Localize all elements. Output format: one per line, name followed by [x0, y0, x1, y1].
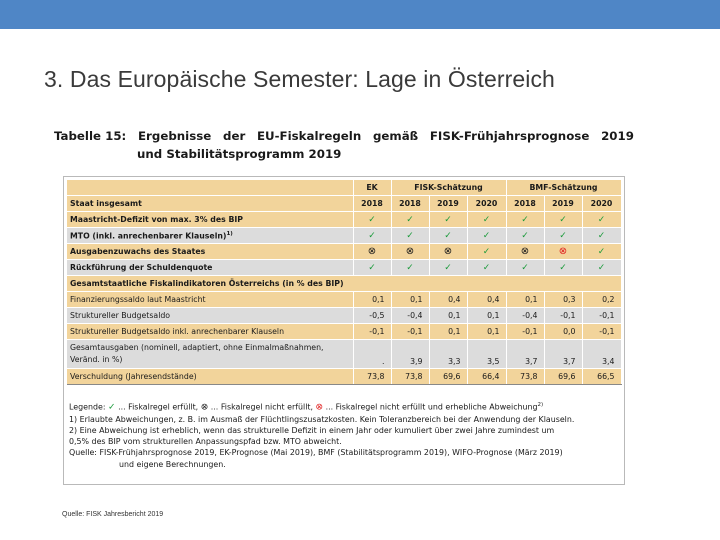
rule-mark — [506, 212, 544, 228]
indicator-value: 3,3 — [429, 340, 467, 369]
indicator-value: 66,4 — [467, 369, 506, 385]
rule-mark — [582, 260, 621, 276]
rule-mark — [467, 244, 506, 260]
check-icon: ✓ — [521, 262, 529, 273]
indicator-value: -0,1 — [582, 324, 621, 340]
table-source: Quelle: FISK-Frühjahrsprognose 2019, EK-Prognose (Mai 2019), BMF (Stabilitätsprogramm 2019), WIFO-Prognose (März 2019) — [69, 448, 563, 458]
rule-mark — [391, 228, 429, 244]
check-icon: ✓ — [559, 214, 567, 225]
group-header-ek: EK — [353, 180, 391, 196]
year-header: 2020 — [582, 196, 621, 212]
rule-label: MTO (inkl. anrechenbarer Klauseln)$^{1)}$ — [67, 228, 353, 244]
rule-row — [67, 260, 621, 276]
rule-label: Rückführung der Schuldenquote — [67, 260, 353, 276]
heading-word: 2019 — [601, 129, 634, 143]
rule-mark — [467, 212, 506, 228]
rule-mark — [506, 228, 544, 244]
indicator-label: Gesamtausgaben (nominell, adaptiert, ohne Einmalmaßnahmen, Veränd. in %) — [67, 340, 353, 369]
indicator-value: 3,9 — [391, 340, 429, 369]
group-header-bmf: BMF-Schätzung — [506, 180, 621, 196]
footnote-2: 2) Eine Abweichung ist erheblich, wenn das strukturelle Defizit in einem Jahr oder kumuliert über zwei Jahre zumindest um — [69, 426, 555, 436]
heading-word: FISK-Frühjahrsprognose — [429, 129, 590, 143]
rule-mark — [506, 244, 544, 260]
heading-word: EU-Fiskalregeln — [257, 129, 362, 143]
rule-mark — [544, 260, 582, 276]
rule-mark — [353, 244, 391, 260]
rule-mark — [544, 228, 582, 244]
rule-mark — [429, 212, 467, 228]
x-circle-icon: ⊗ — [405, 246, 415, 257]
indicator-value: 0,1 — [353, 292, 391, 308]
check-icon: ✓ — [597, 230, 606, 241]
check-icon: ✓ — [482, 246, 491, 257]
indicator-value: 0,4 — [429, 292, 467, 308]
year-header: 2019 — [544, 196, 582, 212]
check-icon: ✓ — [444, 262, 452, 273]
check-icon: ✓ — [482, 230, 491, 241]
check-icon: ✓ — [482, 262, 491, 273]
x-circle-icon: ⊗ — [520, 246, 530, 257]
check-icon: ✓ — [406, 214, 414, 225]
staat-label: Staat insgesamt — [67, 196, 353, 212]
indicator-value: -0,1 — [391, 324, 429, 340]
indicator-value: 0,1 — [429, 308, 467, 324]
rule-row — [67, 212, 621, 228]
indicator-row — [67, 292, 621, 308]
check-icon: ✓ — [406, 230, 414, 241]
indicator-row — [67, 324, 621, 340]
rule-mark — [467, 228, 506, 244]
slide-title: 3. Das Europäische Semester: Lage in Österreich — [44, 66, 555, 92]
check-icon: ✓ — [368, 214, 376, 225]
indicator-value: 0,1 — [391, 292, 429, 308]
check-icon: ✓ — [368, 230, 376, 241]
year-header: 2019 — [429, 196, 467, 212]
indicator-row — [67, 340, 621, 369]
check-icon: ✓ — [444, 214, 452, 225]
rule-mark — [429, 228, 467, 244]
indicator-value: -0,1 — [544, 308, 582, 324]
check-icon: ✓ — [559, 230, 567, 241]
fiscal-rules-table — [67, 180, 622, 385]
rule-label: Ausgabenzuwachs des Staates — [67, 244, 353, 260]
heading-word: der — [223, 129, 246, 143]
check-icon: ✓ — [444, 230, 452, 241]
table-heading — [54, 127, 634, 163]
section-heading: Gesamtstaatliche Fiskalindikatoren Österreichs (in % des BIP) — [67, 276, 621, 292]
footnote-ref: 1) — [226, 230, 233, 237]
x-circle-red-icon: ⊗ — [315, 402, 324, 413]
indicator-value: -0,4 — [506, 308, 544, 324]
rule-mark — [353, 212, 391, 228]
indicator-value: 69,6 — [544, 369, 582, 385]
rule-mark — [582, 228, 621, 244]
table-notes — [69, 400, 619, 470]
x-circle-icon: ⊗ — [367, 246, 377, 257]
indicator-value: -0,1 — [582, 308, 621, 324]
check-icon: ✓ — [482, 214, 491, 225]
indicator-label: Struktureller Budgetsaldo inkl. anrechenbarer Klauseln — [67, 324, 353, 340]
table-source-cont: und eigene Berechnungen. — [119, 459, 226, 469]
indicator-value: 0,4 — [467, 292, 506, 308]
check-icon: ✓ — [521, 230, 529, 241]
indicator-value: 69,6 — [429, 369, 467, 385]
indicator-value: 73,8 — [353, 369, 391, 385]
indicator-label: Struktureller Budgetsaldo — [67, 308, 353, 324]
indicator-value: 73,8 — [391, 369, 429, 385]
check-icon: ✓ — [597, 214, 606, 225]
x-circle-icon: ⊗ — [200, 402, 209, 413]
slide-source: Quelle: FISK Jahresbericht 2019 — [62, 511, 164, 518]
indicator-row — [67, 308, 621, 324]
x-circle-icon: ⊗ — [443, 246, 453, 257]
indicator-value: -0,1 — [353, 324, 391, 340]
rule-mark — [544, 212, 582, 228]
rule-row — [67, 228, 621, 244]
indicator-value: 3,7 — [506, 340, 544, 369]
indicator-label: Verschuldung (Jahresendstände) — [67, 369, 353, 385]
rule-label: Maastricht-Defizit von max. 3% des BIP — [67, 212, 353, 228]
check-icon: ✓ — [597, 246, 606, 257]
rule-row — [67, 244, 621, 260]
rule-mark — [506, 260, 544, 276]
rule-mark — [544, 244, 582, 260]
rule-mark — [582, 212, 621, 228]
indicator-value: 66,5 — [582, 369, 621, 385]
indicator-value: -0,4 — [391, 308, 429, 324]
rule-mark — [353, 228, 391, 244]
indicator-value: 0,1 — [506, 292, 544, 308]
check-icon: ✓ — [559, 262, 567, 273]
x-circle-red-icon: ⊗ — [558, 246, 568, 257]
rule-mark — [467, 260, 506, 276]
indicator-value: 3,5 — [467, 340, 506, 369]
check-icon: ✓ — [108, 402, 116, 413]
indicator-value: 0,1 — [467, 308, 506, 324]
indicator-value: -0,5 — [353, 308, 391, 324]
rule-mark — [353, 260, 391, 276]
heading-word: gemäß — [372, 129, 419, 143]
footnote-1: 1) Erlaubte Abweichungen, z. B. im Ausmaß der Flüchtlingszusatzkosten. Kein Toleranzbereich bei der Anwendung der Klauseln. — [69, 414, 575, 424]
header-corner — [67, 180, 353, 196]
check-icon: ✓ — [521, 214, 529, 225]
footnote-2-cont: 0,5% des BIP vom strukturellen Anpassungspfad bzw. MTO abweicht. — [69, 437, 342, 447]
check-icon: ✓ — [368, 262, 376, 273]
legend: Legende: ✓ ... Fiskalregel erfüllt, ⊗ ... Fiskalregel nicht erfüllt, ⊗ ... Fiskalregel nicht erfüllt und erhebliche Abweichung$^{2)}$ — [69, 402, 544, 413]
results-table-figure — [63, 176, 625, 485]
heading-label: Tabelle 15: — [54, 129, 127, 143]
indicator-value: 0,0 — [544, 324, 582, 340]
indicator-value: 73,8 — [506, 369, 544, 385]
year-header: 2018 — [391, 196, 429, 212]
indicator-row — [67, 369, 621, 385]
rule-mark — [391, 260, 429, 276]
year-header: 2020 — [467, 196, 506, 212]
year-header: 2018 — [506, 196, 544, 212]
check-icon: ✓ — [406, 262, 414, 273]
rule-mark — [429, 244, 467, 260]
group-header-fisk: FISK-Schätzung — [391, 180, 506, 196]
heading-word: Ergebnisse — [138, 129, 212, 143]
top-accent-bar — [0, 0, 720, 29]
rule-mark — [429, 260, 467, 276]
rule-mark — [582, 244, 621, 260]
indicator-label: Finanzierungssaldo laut Maastricht — [67, 292, 353, 308]
indicator-value: 0,1 — [467, 324, 506, 340]
year-header: 2018 — [353, 196, 391, 212]
indicator-value: 0,3 — [544, 292, 582, 308]
heading-line-2: und Stabilitätsprogramm 2019 — [137, 147, 342, 161]
indicator-value: 3,4 — [582, 340, 621, 369]
rule-mark — [391, 212, 429, 228]
check-icon: ✓ — [597, 262, 606, 273]
indicator-value: -0,1 — [506, 324, 544, 340]
rule-mark — [391, 244, 429, 260]
indicator-value: . — [353, 340, 391, 369]
indicator-value: 3,7 — [544, 340, 582, 369]
indicator-value: 0,1 — [429, 324, 467, 340]
indicator-value: 0,2 — [582, 292, 621, 308]
